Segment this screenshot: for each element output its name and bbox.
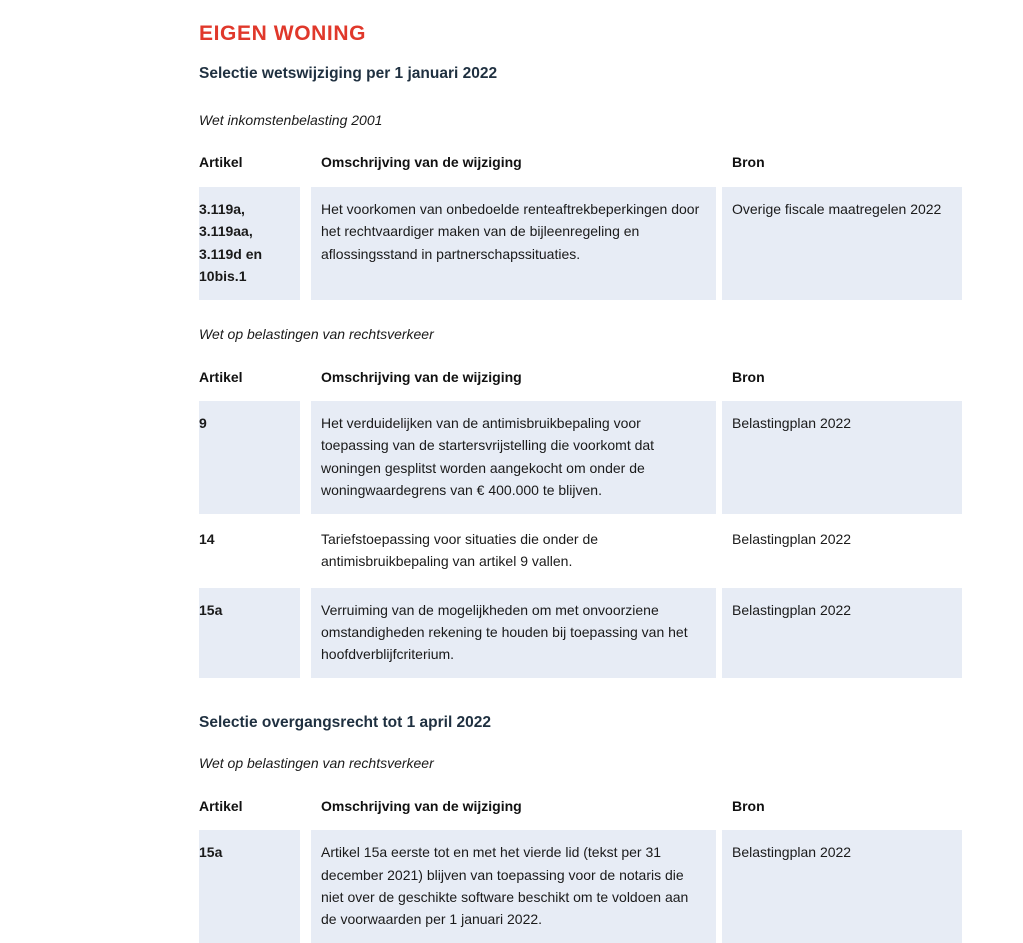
table-header-row	[199, 369, 962, 402]
cell-bron: Belastingplan 2022	[722, 588, 962, 678]
table-row	[199, 187, 962, 299]
section-heading-wetswijziging: Selectie wetswijziging per 1 januari 2022	[199, 65, 498, 83]
law-subtitle-rechtsverkeer-1: Wet op belastingen van rechtsverkeer	[199, 325, 434, 342]
cell-bron: Overige fiscale maatregelen 2022	[722, 187, 962, 299]
law-subtitle-inkomstenbelasting: Wet inkomstenbelasting 2001	[199, 111, 383, 128]
cell-artikel: 9	[199, 401, 300, 513]
cell-gap	[300, 588, 311, 678]
column-gap	[300, 369, 311, 402]
table-row	[199, 588, 962, 678]
cell-bron: Belastingplan 2022	[722, 401, 962, 513]
column-header-bron: Bron	[732, 797, 765, 814]
cell-omschrijving: Verruiming van de mogelijkheden om met onvoorziene omstandigheden rekening te houden bij toepassing van het hoofdverblijfcriterium.	[311, 588, 716, 678]
column-gap	[300, 154, 311, 187]
cell-gap	[300, 517, 311, 585]
column-header-artikel: Artikel	[199, 797, 243, 814]
column-header-omschrijving: Omschrijving van de wijziging	[321, 797, 522, 814]
spacer	[199, 300, 1023, 326]
cell-bron: Belastingplan 2022	[722, 830, 962, 942]
cell-gap	[300, 187, 311, 299]
page-title: EIGEN WONING	[199, 22, 367, 45]
cell-omschrijving: Het verduidelijken van de antimisbruikbepaling voor toepassing van de startersvrijstelling die voorkomt dat woningen gesplitst worden aangekocht om onder de woningwaardegrens van € 400.000 te blijven.	[311, 401, 716, 513]
cell-gap	[300, 830, 311, 942]
cell-gap	[300, 401, 311, 513]
table-header-row	[199, 798, 962, 831]
changes-table-inkomstenbelasting	[199, 154, 962, 299]
column-header-bron: Bron	[732, 368, 765, 385]
cell-omschrijving: Tariefstoepassing voor situaties die onder de antimisbruikbepaling van artikel 9 vallen.	[311, 517, 716, 585]
spacer	[199, 678, 1023, 714]
cell-artikel: 15a	[199, 830, 300, 942]
cell-artikel: 3.119a, 3.119aa, 3.119d en 10bis.1	[199, 187, 300, 299]
transitional-law-table	[199, 798, 962, 943]
column-header-artikel: Artikel	[199, 368, 243, 385]
law-subtitle-rechtsverkeer-2: Wet op belastingen van rechtsverkeer	[199, 754, 434, 771]
column-header-omschrijving: Omschrijving van de wijziging	[321, 368, 522, 385]
column-header-artikel: Artikel	[199, 154, 243, 171]
changes-table-rechtsverkeer	[199, 369, 962, 679]
table-row	[199, 830, 962, 942]
cell-artikel: 15a	[199, 588, 300, 678]
table-header-row	[199, 154, 962, 187]
table-row	[199, 401, 962, 513]
cell-omschrijving: Het voorkomen van onbedoelde renteaftrekbeperkingen door het rechtvaardiger maken van de bijleenregeling en aflossingsstand in partnerschapssituaties.	[311, 187, 716, 299]
column-header-omschrijving: Omschrijving van de wijziging	[321, 154, 522, 171]
section-heading-overgangsrecht: Selectie overgangsrecht tot 1 april 2022	[199, 714, 492, 732]
column-gap	[300, 798, 311, 831]
cell-bron: Belastingplan 2022	[722, 517, 962, 585]
column-header-bron: Bron	[732, 154, 765, 171]
cell-artikel: 14	[199, 517, 300, 585]
cell-omschrijving: Artikel 15a eerste tot en met het vierde lid (tekst per 31 december 2021) blijven van toepassing voor de notaris die niet over de geschikte software beschikt om te voldoen aan de voorwaarden per 1 januari 2022.	[311, 830, 716, 942]
table-row	[199, 517, 962, 585]
